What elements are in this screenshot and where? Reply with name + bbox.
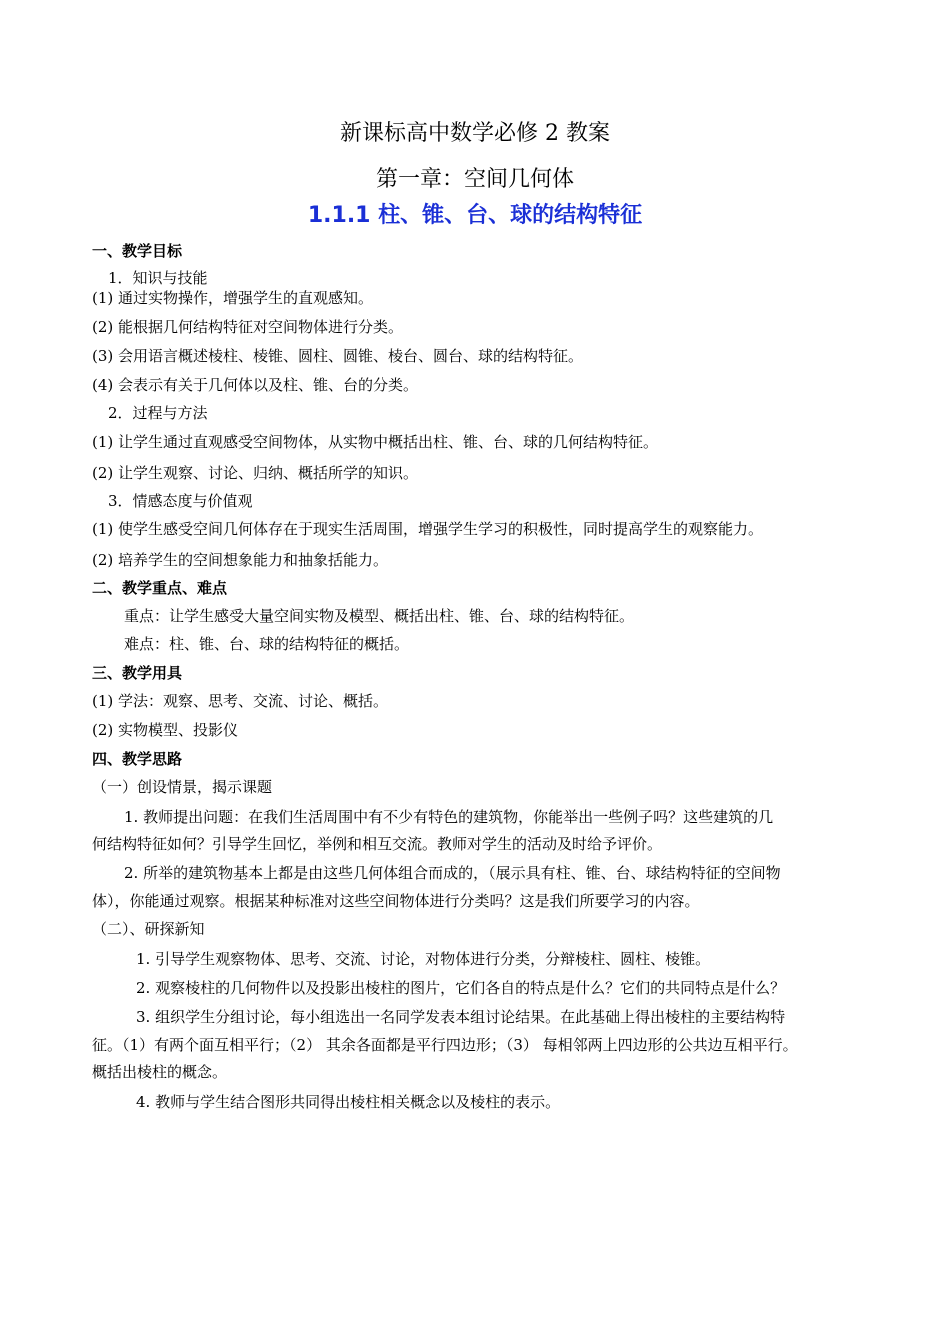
list-item: (3) 会用语言概述棱柱、棱锥、圆柱、圆锥、棱台、圆台、球的结构特征。 bbox=[92, 347, 584, 365]
subheading-process: 2．过程与方法 bbox=[108, 404, 208, 422]
paragraph-line: 4. 教师与学生结合图形共同得出棱柱相关概念以及棱柱的表示。 bbox=[136, 1093, 561, 1111]
subheading-attitude: 3．情感态度与价值观 bbox=[108, 492, 253, 510]
list-item: (1) 让学生通过直观感受空间物体，从实物中概括出柱、锥、台、球的几何结构特征。 bbox=[92, 433, 659, 451]
list-item: (2) 能根据几何结构特征对空间物体进行分类。 bbox=[92, 318, 404, 336]
paragraph-line: 征。（1）有两个面互相平行；（2） 其余各面都是平行四边形；（3） 每相邻两上四边形的公共边互相平行。 bbox=[92, 1036, 798, 1054]
list-item: (2) 培养学生的空间想象能力和抽象括能力。 bbox=[92, 551, 389, 569]
chapter-title: 第一章：空间几何体 bbox=[375, 167, 574, 192]
paragraph-line: 2. 所举的建筑物基本上都是由这些几何体组合而成的，（展示具有柱、锥、台、球结构特征的空间物 bbox=[124, 864, 781, 882]
lesson-title: 1.1.1 柱、锥、台、球的结构特征 bbox=[307, 203, 643, 228]
section-heading-objectives: 一、教学目标 bbox=[92, 242, 183, 260]
list-item: (1) 通过实物操作，增强学生的直观感知。 bbox=[92, 289, 374, 307]
paragraph-line: 概括出棱柱的概念。 bbox=[92, 1063, 228, 1081]
paragraph-line: 何结构特征如何？引导学生回忆，举例和相互交流。教师对学生的活动及时给予评价。 bbox=[92, 835, 663, 853]
list-item: (1) 学法：观察、思考、交流、讨论、概括。 bbox=[92, 692, 389, 710]
subheading-part1: （一）创设情景，揭示课题 bbox=[92, 778, 273, 796]
subheading-part2: （二）、研探新知 bbox=[92, 920, 205, 938]
section-heading-tools: 三、教学用具 bbox=[92, 664, 183, 682]
paragraph-line: 体），你能通过观察。根据某种标准对这些空间物体进行分类吗？这是我们所要学习的内容。 bbox=[92, 892, 700, 910]
list-item: (2) 让学生观察、讨论、归纳、概括所学的知识。 bbox=[92, 464, 419, 482]
section-heading-approach: 四、教学思路 bbox=[92, 750, 183, 768]
document-title: 新课标高中数学必修 2 教案 bbox=[340, 121, 610, 146]
difficult-point: 难点：柱、锥、台、球的结构特征的概括。 bbox=[124, 635, 410, 653]
list-item: (2) 实物模型、投影仪 bbox=[92, 721, 239, 739]
paragraph-line: 2. 观察棱柱的几何物件以及投影出棱柱的图片，它们各自的特点是什么？它们的共同特点是什么？ bbox=[136, 979, 786, 997]
paragraph-line: 1. 教师提出问题：在我们生活周围中有不少有特色的建筑物，你能举出一些例子吗？这些建筑的几 bbox=[124, 808, 774, 826]
section-heading-keypoints: 二、教学重点、难点 bbox=[92, 579, 228, 597]
subheading-knowledge: 1．知识与技能 bbox=[108, 269, 208, 287]
key-point: 重点：让学生感受大量空间实物及模型、概括出柱、锥、台、球的结构特征。 bbox=[124, 607, 635, 625]
paragraph-line: 3. 组织学生分组讨论，每小组选出一名同学发表本组讨论结果。在此基础上得出棱柱的主要结构特 bbox=[136, 1008, 786, 1026]
list-item: (1) 使学生感受空间几何体存在于现实生活周围，增强学生学习的积极性，同时提高学生的观察能力。 bbox=[92, 520, 764, 538]
list-item: (4) 会表示有关于几何体以及柱、锥、台的分类。 bbox=[92, 376, 419, 394]
paragraph-line: 1. 引导学生观察物体、思考、交流、讨论，对物体进行分类，分辩棱柱、圆柱、棱锥。 bbox=[136, 950, 711, 968]
